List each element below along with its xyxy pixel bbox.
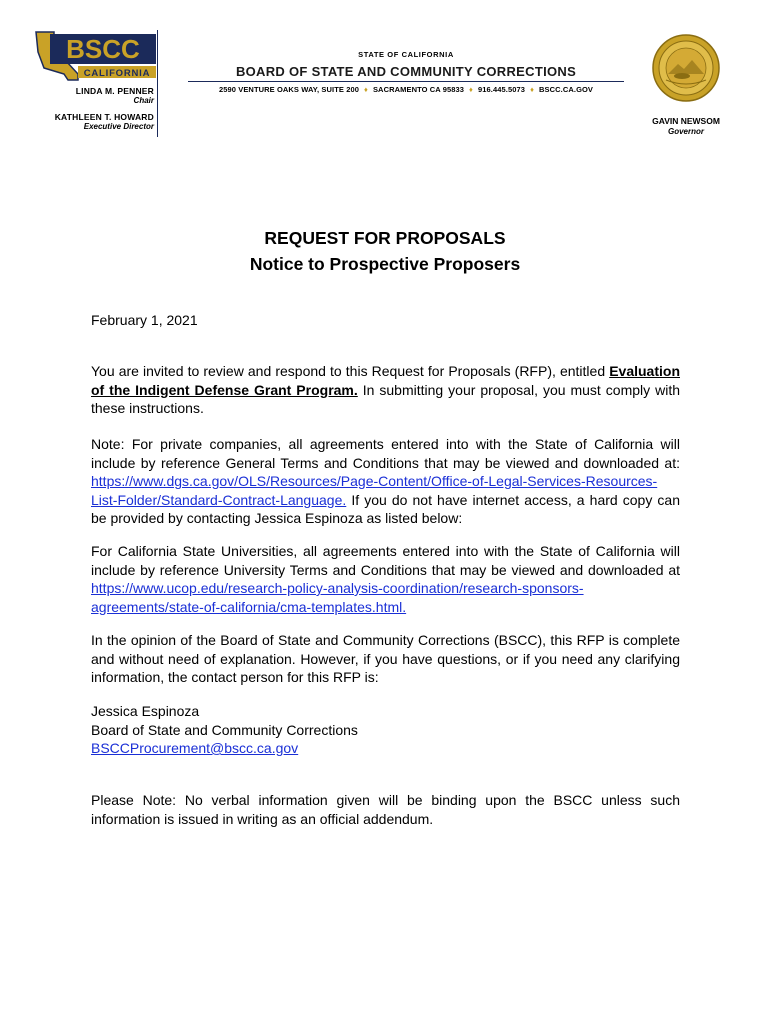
board-name: BOARD OF STATE AND COMMUNITY CORRECTIONS — [235, 64, 577, 79]
phone-number: 916.445.5073 — [477, 85, 526, 94]
website: BSCC.CA.GOV — [539, 85, 594, 94]
separator-icon: ♦ — [530, 85, 535, 94]
governor-title: Governor — [667, 127, 704, 136]
program-title: Evaluation of the Indigent Defense Grant Program. — [91, 363, 680, 398]
csu-text: For California State Universities, all agreements entered into with the State of California will include by reference University Terms and Conditions that may be viewed and downloaded at — [91, 543, 680, 578]
city-address: SACRAMENTO CA 95833 — [372, 85, 465, 94]
document-title: REQUEST FOR PROPOSALS — [264, 228, 506, 248]
ucop-templates-link[interactable]: https://www.ucop.edu/research-policy-analysis-coordination/research-sponsors-agreements/state-of-california/cma-templates.html. — [91, 580, 584, 615]
invitation-text-end: In submitting your proposal, you must comply with these instructions. — [91, 381, 681, 416]
director-title: Executive Director — [83, 122, 154, 131]
contact-intro-paragraph: In the opinion of the Board of State and Community Corrections (BSCC), this RFP is complete and without need of explanation. However, if you have questions, or if you need any clarifying information, the contact person for this RFP is: — [91, 632, 680, 685]
bscc-logo — [34, 30, 158, 82]
separator-icon: ♦ — [364, 85, 368, 94]
street-address: 2590 VENTURE OAKS WAY, SUITE 200 — [218, 85, 360, 94]
state-seal-icon — [652, 34, 720, 102]
address-line — [188, 85, 624, 94]
chair-title: Chair — [133, 96, 154, 105]
csu-paragraph — [91, 542, 680, 616]
governor-name: GAVIN NEWSOM — [652, 116, 720, 126]
contact-email-link[interactable]: BSCCProcurement@bscc.ca.gov — [91, 740, 299, 756]
governor-block — [630, 116, 742, 137]
logo-sub-text: CALIFORNIA — [83, 68, 151, 79]
document-subtitle: Notice to Prospective Proposers — [249, 254, 521, 274]
contact-organization: Board of State and Community Corrections — [91, 721, 358, 738]
private-companies-text: Note: For private companies, all agreements entered into with the State of California will include by reference General Terms and Conditions that may be viewed and downloaded at: — [91, 436, 680, 471]
private-companies-text-end: If you do not have internet access, a hard copy can be provided by contacting Jessica Espinoza as listed below: — [91, 491, 680, 526]
letterhead-horizontal-divider — [188, 81, 624, 82]
private-companies-paragraph — [91, 435, 680, 528]
separator-icon: ♦ — [469, 85, 473, 94]
invitation-text: You are invited to review and respond to this Request for Proposals (RFP), entitled — [91, 363, 610, 379]
dgs-contract-link[interactable]: https://www.dgs.ca.gov/OLS/Resources/Page-Content/Office-of-Legal-Services-Resources-List-Folder/Standard-Contract-Language. — [91, 473, 658, 508]
logo-main-text: BSCC — [66, 34, 140, 64]
contact-block — [91, 702, 680, 758]
director-name: KATHLEEN T. HOWARD — [54, 112, 154, 122]
contact-name: Jessica Espinoza — [91, 703, 200, 719]
invitation-paragraph — [91, 362, 680, 418]
letterhead-vertical-divider — [157, 30, 158, 137]
state-label: STATE OF CALIFORNIA — [358, 50, 454, 59]
document-date: February 1, 2021 — [91, 312, 198, 328]
chair-name: LINDA M. PENNER — [75, 86, 154, 96]
officials-list — [20, 86, 154, 138]
please-note-paragraph: Please Note: No verbal information given will be binding upon the BSCC unless such information is issued in writing as an official addendum. — [91, 792, 680, 827]
